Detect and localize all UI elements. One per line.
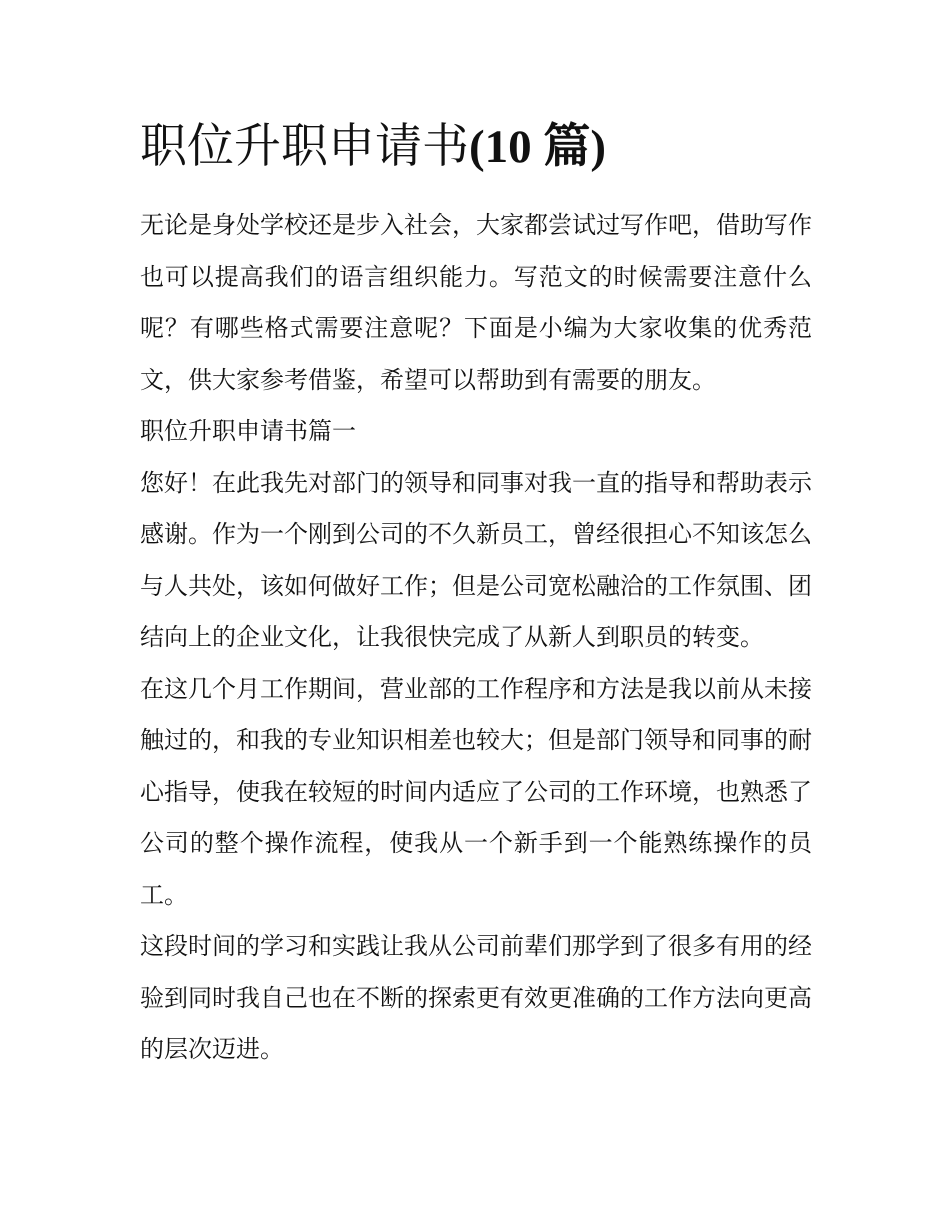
body-paragraph-1: 您好！在此我先对部门的领导和同事对我一直的指导和帮助表示感谢。作为一个刚到公司的不久新员工，曾经很担心不知该怎么与人共处，该如何做好工作；但是公司宽松融洽的工作氛围、团结向上的企业文化，让我很快完成了从新人到职员的转变。 <box>140 468 812 651</box>
document-title-suffix: (10 篇) <box>469 121 607 173</box>
body-paragraph-3: 这段时间的学习和实践让我从公司前辈们那学到了很多有用的经验到同时我自己也在不断的探索更有效更准确的工作方法向更高的层次迈进。 <box>140 932 812 1063</box>
section-heading: 职位升职申请书篇一 <box>140 417 356 445</box>
intro-paragraph: 无论是身处学校还是步入社会，大家都尝试过写作吧，借助写作也可以提高我们的语言组织能力。写范文的时候需要注意什么呢？有哪些格式需要注意呢？下面是小编为大家收集的优秀范文，供大家参考借鉴，希望可以帮助到有需要的朋友。 <box>140 211 812 394</box>
document-title <box>140 112 812 182</box>
document-page <box>140 112 812 1076</box>
body-paragraph-2: 在这几个月工作期间，营业部的工作程序和方法是我以前从未接触过的，和我的专业知识相差也较大；但是部门领导和同事的耐心指导，使我在较短的时间内适应了公司的工作环境，也熟悉了公司的整个操作流程，使我从一个新手到一个能熟练操作的员工。 <box>140 674 812 909</box>
document-title-main: 职位升职申请书 <box>140 119 469 174</box>
